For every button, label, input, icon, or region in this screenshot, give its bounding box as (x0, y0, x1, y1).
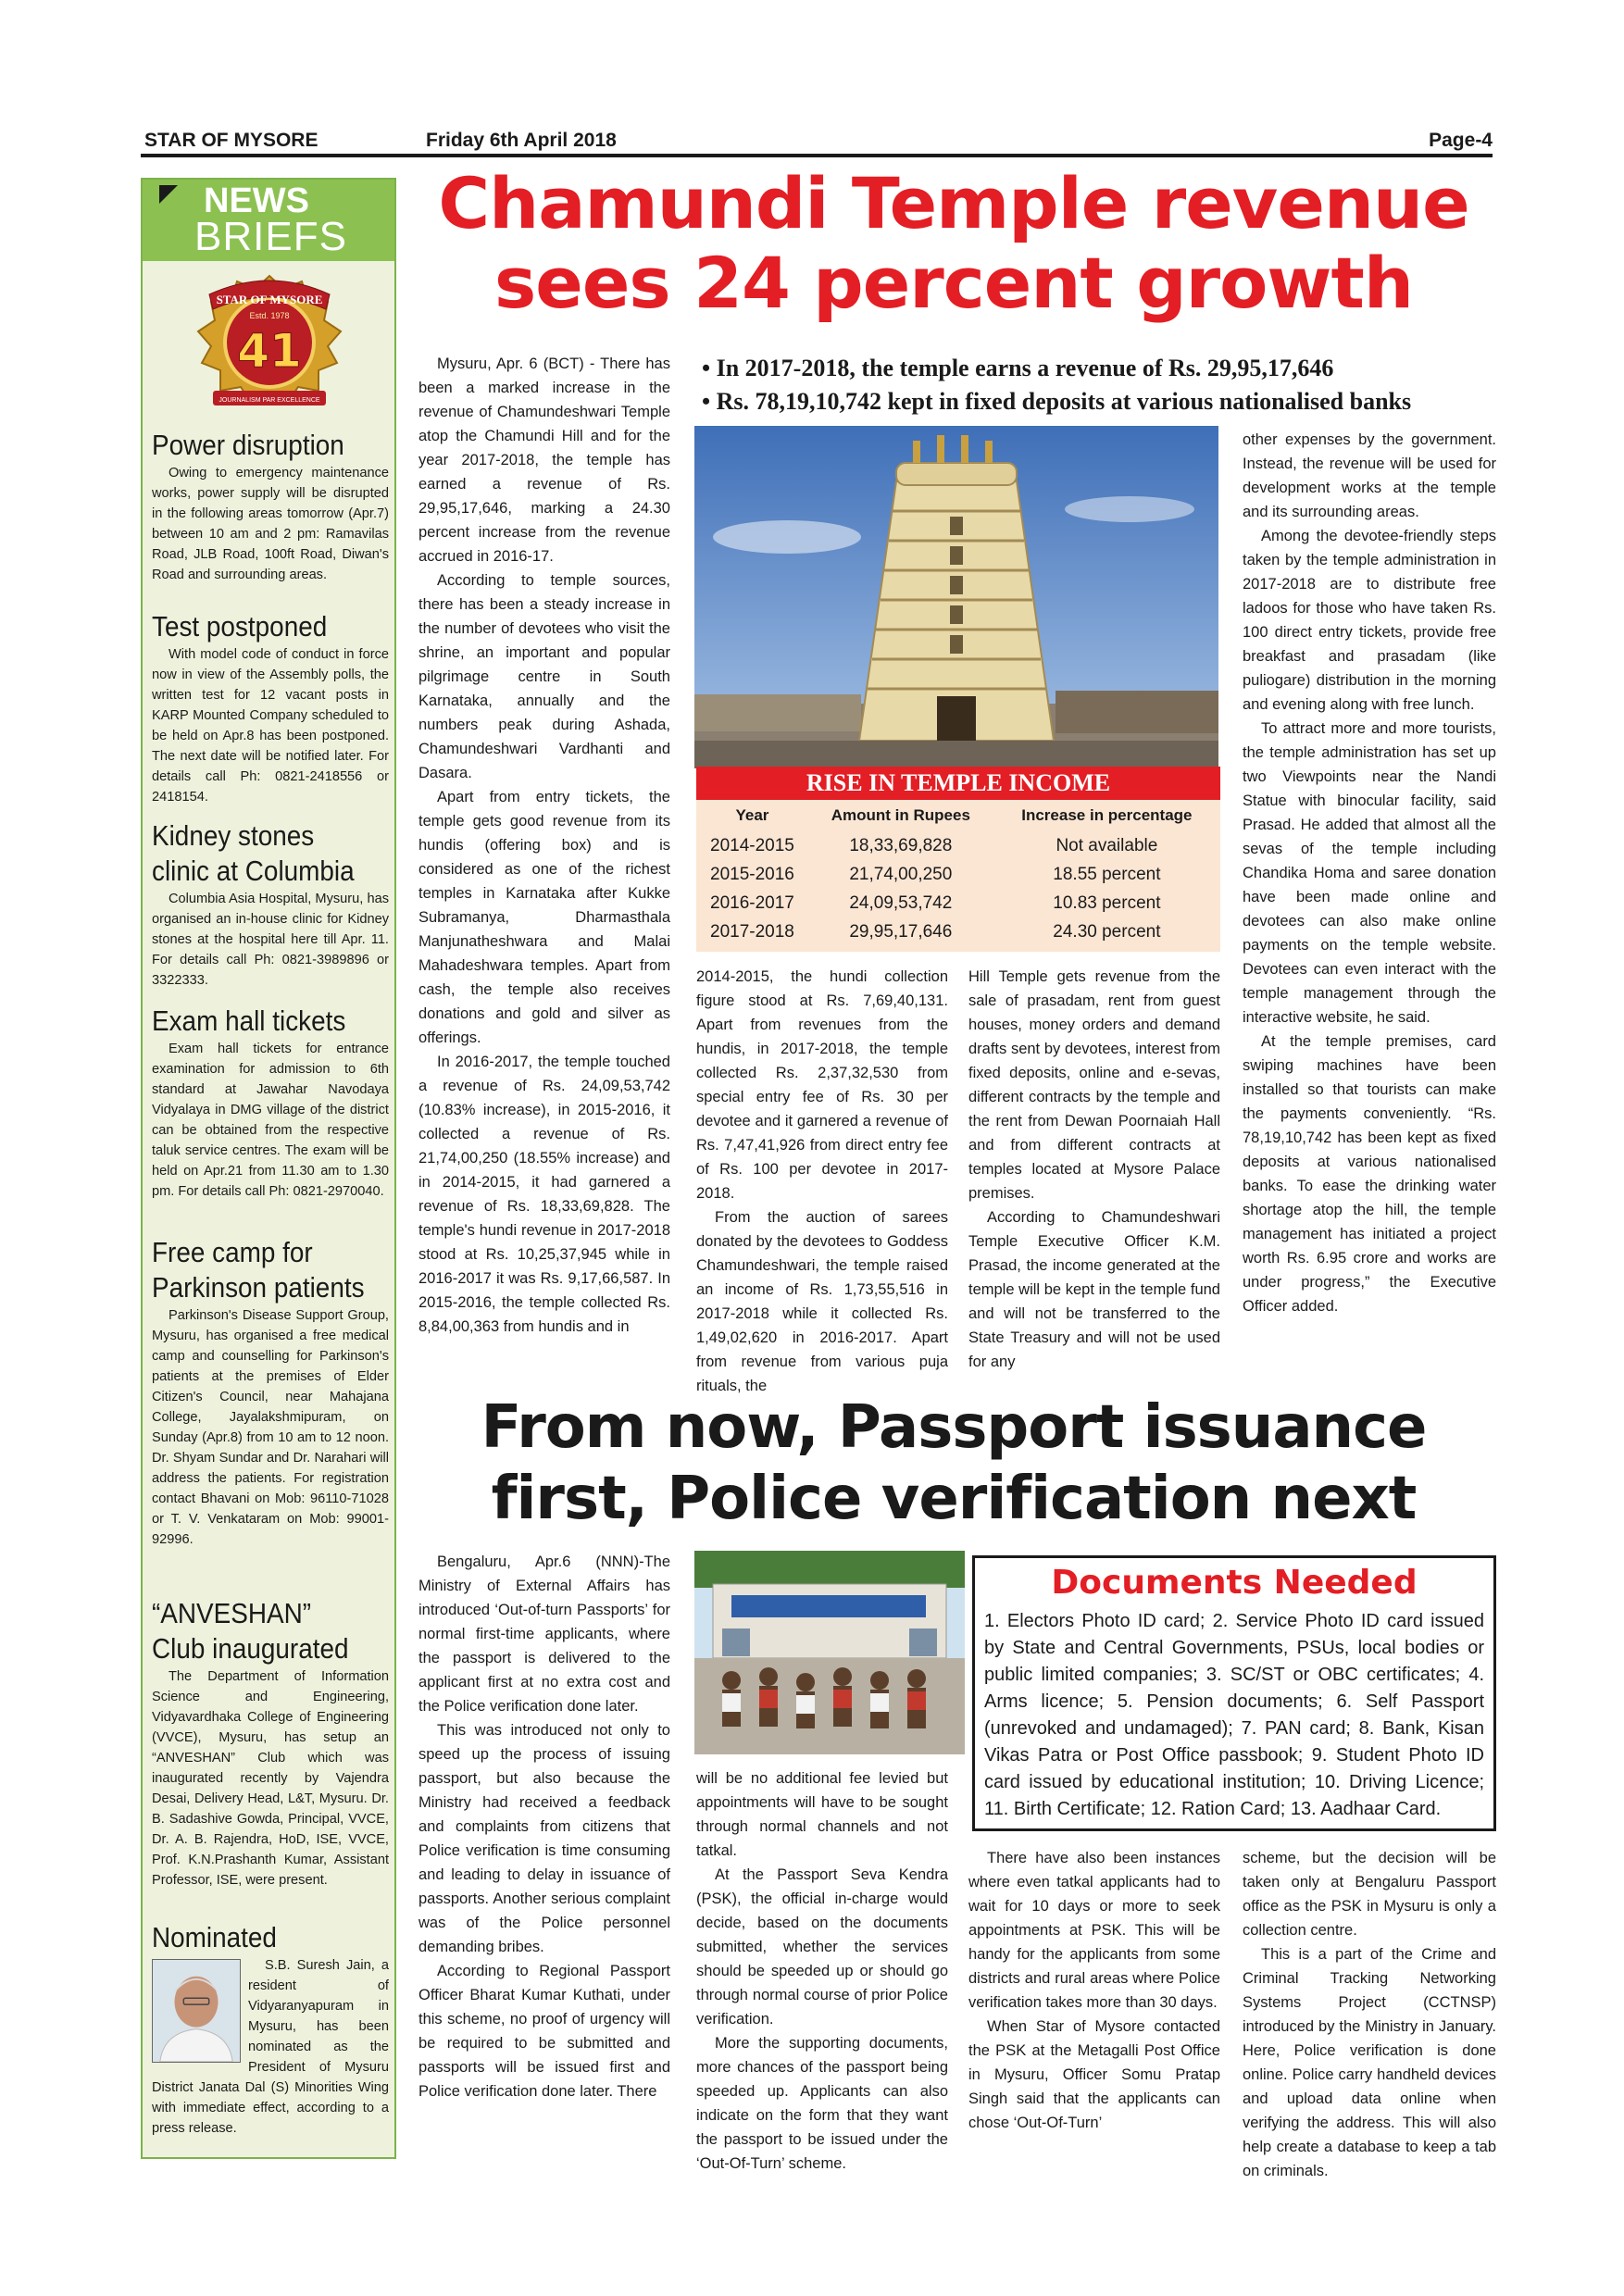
table-cell: 18,33,69,828 (849, 835, 953, 855)
story2-paragraph: According to Regional Passport Officer Bharat Kumar Kuthati, under this scheme, no proof of urgency will be required to be submitted and passports will be issued first and Police verification done later. There (418, 1963, 670, 2100)
anniversary-emblem-icon (181, 272, 357, 420)
story1-paragraph: Among the devotee-friendly steps taken by the temple administration in 2017-2018 are to distribute free ladoos for those who have taken Rs. 100 direct entry tickets, provide free breakfast and prasadam (like puliogare) distribution in the morning and evening along with free lunch. (1243, 528, 1496, 713)
passport-office-photo (694, 1551, 965, 1754)
story1-paragraph: Hill Temple gets revenue from the sale of prasadam, rent from guest houses, money orders and demand drafts sent by devotees, interest from fixed deposits, online and e-sevas, different contracts by the temple and the rent from Dewan Poornaiah Hall and from different contracts at temples located at Mysore Palace premises. (968, 968, 1220, 1202)
story2-paragraph: This is a part of the Crime and Criminal Tracking Networking Systems Project (CCTNSP) introduced by the Ministry in January. Here, Police verification is done online. Police carry handheld devices and upload data online when verifying the address. This will also help create a database to keep a tab on criminals. (1243, 1946, 1496, 2179)
highlight-item: • In 2017-2018, the temple earns a revenue of Rs. 29,95,17,646 (702, 355, 1334, 381)
story2-paragraph: Bengaluru, Apr.6 (NNN)-The Ministry of External Affairs has introduced ‘Out-of-turn Passports’ for normal first-time applicants, where the passport is delivered to the applicant first at no extra cost and the Police verification done later. (418, 1554, 670, 1715)
story1-paragraph: According to temple sources, there has been a steady increase in the number of devotees who visit the shrine, an important and popular pilgrimage centre in South Karnataka, annually and the numbers peak during Ashada, Chamundeshwari Vardhanti and Dasara. (418, 572, 670, 781)
brief-title-line1: Free camp for (152, 1236, 313, 1268)
brief-title-line1: “ANVESHAN” (152, 1597, 312, 1629)
story2-paragraph: At the Passport Seva Kendra (PSK), the official in-charge would decide, based on the documents submitted, whether the services should be speeded up or should go through normal course of prior Police verification. (696, 1866, 948, 2028)
brief-kidney-clinic (152, 818, 389, 991)
story1-column-4 (1243, 428, 1496, 1318)
story2-paragraph: There have also been instances where even tatkal applicants had to wait for 10 days or more to seek appointments at PSK. This will be handy for the applicants from some districts and rural areas where Police verification takes more than 30 days. (968, 1850, 1220, 2011)
brief-title: Test postponed (152, 610, 328, 643)
brief-body: The Department of Information Science and Engineering, Vidyavardhaka College of Engineering (VVCE), Mysuru, has setup an “ANVESHAN” Club which was inaugurated recently by Vajendra Desai, Delivery Head, L&T, Mysuru. Dr. B. Sadashive Gowda, Principal, VVCE, Dr. A. B. Rajendra, HoD, ISE, VVCE, Prof. K.N.Prashanth Kumar, Assistant Professor, ISE, were present. (152, 1669, 389, 1888)
story2-headline-line2: first, Police verification next (491, 1465, 1417, 1533)
story2-paragraph: When Star of Mysore contacted the PSK at the Metagalli Post Office in Mysuru, Officer Somu Pratap Singh said that the applicants can chose ‘Out-Of-Turn’ (968, 2018, 1220, 2131)
story2-headline (407, 1393, 1500, 1541)
table-cell: 2017-2018 (710, 921, 794, 942)
svg-text:Estd. 1978: Estd. 1978 (249, 311, 290, 320)
story2-paragraph: will be no additional fee levied but appointments will have to be sought through normal channels and not tatkal. (696, 1770, 948, 1859)
story2-paragraph: More the supporting documents, more chances of the passport being speeded up. Applicants can also indicate on the form that they want the passport to be issued under the ‘Out-Of-Turn’ scheme. (696, 2035, 948, 2172)
story1-column-2 (696, 965, 948, 1398)
banner-line-briefs: BRIEFS (194, 214, 347, 259)
table-row (696, 889, 1220, 917)
brief-body: Columbia Asia Hospital, Mysuru, has organised an in-house clinic for Kidney stones at the hospital here till Apr. 11. For details call Ph: 0821-3989896 or 3322333. (152, 892, 389, 988)
nominee-photo (152, 1959, 241, 2063)
brief-title: Power disruption (152, 429, 344, 461)
page-number: Page-4 (1429, 130, 1493, 151)
story1-paragraph: From the auction of sarees donated by the devotees to Goddess Chamundeshwari, the temple raised an income of Rs. 1,73,55,516 in 2017-2018 while it collected Rs. 1,49,02,620 in 2016-2017. Apart from revenue from various puja rituals, the (696, 1209, 948, 1394)
brief-title-line2: Parkinson patients (152, 1271, 365, 1304)
brief-power-disruption (152, 428, 389, 585)
table-cell: 2016-2017 (710, 892, 794, 913)
story2-paragraph: scheme, but the decision will be taken only at Bengaluru Passport office as the PSK in Mysuru is only a collection centre. (1243, 1850, 1496, 1939)
story1-highlights (702, 352, 1498, 418)
brief-parkinson-camp (152, 1235, 389, 1550)
brief-anveshan-club (152, 1596, 389, 1890)
brief-title: Exam hall tickets (152, 1004, 346, 1037)
svg-text:JOURNALISM PAR EXCELLENCE: JOURNALISM PAR EXCELLENCE (219, 397, 320, 404)
story1-headline (407, 162, 1500, 328)
table-cell: 24,09,53,742 (849, 892, 953, 913)
news-briefs-sidebar (141, 178, 396, 2159)
table-cell: 29,95,17,646 (849, 921, 953, 942)
table-row (696, 831, 1220, 860)
brief-exam-hall-tickets (152, 1004, 389, 1202)
column-header: Increase in percentage (1021, 806, 1193, 824)
story2-column-1 (418, 1550, 670, 2103)
table-cell: 18.55 percent (1053, 864, 1161, 884)
news-briefs-banner (143, 180, 394, 261)
newspaper-name: STAR OF MYSORE (144, 130, 319, 151)
table-header-row (696, 800, 1220, 831)
brief-body: Parkinson's Disease Support Group, Mysuru, has organised a free medical camp and counselling for Parkinson's patients at the premises of Elder Citizen's Council, near Mahajana College, Jayalakshmipuram, on Sunday (Apr.8) from 10 am to 12 noon. Dr. Shyam Sundar and Dr. Narahari will address the patients. For registration contact Bhavani on Mob: 96110-71028 or T. V. Venkataram on Mob: 99001-92996. (152, 1308, 389, 1547)
table-cell: 10.83 percent (1053, 892, 1161, 913)
story2-column-3 (968, 1846, 1220, 2135)
story1-paragraph: other expenses by the government. Instead, the revenue will be used for development works at the temple and its surrounding areas. (1243, 431, 1496, 520)
brief-title-line2: Club inaugurated (152, 1632, 349, 1665)
brief-title-line2: clinic at Columbia (152, 855, 355, 887)
banner-line-news: NEWS (204, 181, 309, 220)
story1-paragraph: To attract more and more tourists, the temple administration has set up two Viewpoints near the Nandi Statue with binocular facility, said Prasad. He added that almost all the sevas of the temple including Chandika Homa and saree donation have been made online and devotees can also make online payments on the temple website. Devotees can even interact with the temple management through the interactive website, he said. (1243, 720, 1496, 1026)
story1-headline-line2: sees 24 percent growth (494, 242, 1413, 324)
story1-paragraph: In 2016-2017, the temple touched a revenue of Rs. 24,09,53,742 (10.83% increase), in 2015-2016, it collected a revenue of Rs. 21,74,00,250 (18.55% increase) and in 2014-2015, it had garnered a revenue of Rs. 18,33,69,828. The temple's hundi revenue in 2017-2018 stood at Rs. 10,25,37,945 while in 2016-2017 it was Rs. 9,17,66,587. In 2015-2016, the temple collected Rs. 8,84,00,363 from hundis and in (418, 1054, 670, 1335)
story2-column-2 (696, 1766, 948, 2176)
brief-body: Owing to emergency maintenance works, power supply will be disrupted in the following areas tomorrow (Apr.7) between 10 am and 2 pm: Ramavilas Road, JLB Road, 100ft Road, Diwan's Road and surrounding areas. (152, 466, 389, 582)
story1-paragraph: At the temple premises, card swiping machines have been installed so that tourists can make the payments conveniently. “Rs. 78,19,10,742 has been kept as fixed deposits at various nationalised banks. To ease the drinking water shortage atop the hill, the temple management has initiated a project worth Rs. 6.95 crore and works are under progress,” the Executive Officer added. (1243, 1033, 1496, 1315)
story2-paragraph: This was introduced not only to speed up the process of issuing passport, but also because the Ministry had received a feedback and complaints from citizens that Police verification is time consuming and leading to delay in issuance of passports. Another serious complaint was of the Police personnel demanding bribes. (418, 1722, 670, 1955)
documents-needed-box (972, 1555, 1496, 1831)
story2-headline-line1: From now, Passport issuance (481, 1393, 1427, 1462)
brief-body: Exam hall tickets for entrance examination for admission to 6th standard at Jawahar Navodaya Vidyalaya in DMG village of the district can be obtained from the respective taluk service centres. The exam will be held on Apr.21 from 11.30 am to 1.30 pm. For details call Ph: 0821-2970040. (152, 1042, 389, 1199)
table-cell: 2014-2015 (710, 835, 794, 855)
story1-column-3 (968, 965, 1220, 1374)
brief-test-postponed (152, 609, 389, 807)
temple-income-table (696, 767, 1220, 952)
brief-nominated (152, 1920, 389, 2139)
documents-title: Documents Needed (1051, 1564, 1418, 1602)
table-row (696, 917, 1220, 946)
brief-body-text: S.B. Suresh Jain, a resident of Vidyaranyapuram in Mysuru, has been nominated as the President of Mysuru District Janata Dal (S) Minorities Wing with immediate effect, according to a press release. (152, 1958, 389, 2136)
table-cell: 21,74,00,250 (849, 864, 953, 884)
documents-list: 1. Electors Photo ID card; 2. Service Photo ID card issued by State and Central Governments, PSUs, local bodies or public limited companies; 3. SC/ST or OBC certificates; 4. Arms licence; 5. Pension documents; 6. Self Passport (unrevoked and undamaged); 7. PAN card; 8. Bank, Kisan Vikas Patra or Post Office passbook; 9. Student Photo ID card issued by educational institution; 10. Driving Licence; 11. Birth Certificate; 12. Ration Card; 13. Aadhaar Card. (984, 1611, 1484, 1819)
brief-body (152, 1955, 389, 2139)
story1-paragraph: 2014-2015, the hundi collection figure stood at Rs. 7,69,40,131. Apart from revenues from the hundis, in 2017-2018, the temple collected Rs. 2,37,32,530 from special entry fee of Rs. 30 per devotee and it garnered a revenue of Rs. 7,47,41,926 from direct entry fee of Rs. 100 per devotee in 2017-2018. (696, 968, 948, 1202)
story1-paragraph: Apart from entry tickets, the temple gets good revenue from its hundis (offering box) and is considered as one of the richest temples in Karnataka after Kukke Subramanya, Dharmasthala Manjunatheshwara and Malai Mahadeshwara temples. Apart from cash, the temple also receives donations and gold and silver as offerings. (418, 789, 670, 1046)
svg-text:41: 41 (237, 324, 302, 378)
brief-title-line1: Kidney stones (152, 819, 315, 852)
story1-column-1 (418, 352, 670, 1339)
flag-icon (159, 185, 178, 204)
svg-text:STAR OF MYSORE: STAR OF MYSORE (216, 293, 323, 306)
column-header: Amount in Rupees (831, 806, 970, 824)
income-data-table (696, 800, 1220, 946)
page-header (141, 128, 1493, 156)
table-cell: 24.30 percent (1053, 921, 1161, 942)
issue-date: Friday 6th April 2018 (426, 130, 617, 151)
story1-paragraph: Mysuru, Apr. 6 (BCT) - There has been a marked increase in the revenue of Chamundeshwari Temple atop the Chamundi Hill and for the year 2017-2018, the temple has earned a revenue of Rs. 29,95,17,646, marking a 24.30 percent increase from the revenue accrued in 2016-17. (418, 356, 670, 565)
table-row (696, 860, 1220, 889)
highlight-item: • Rs. 78,19,10,742 kept in fixed deposits at various nationalised banks (702, 388, 1412, 415)
table-title: RISE IN TEMPLE INCOME (696, 767, 1220, 800)
column-header: Year (735, 806, 769, 824)
brief-body: With model code of conduct in force now in view of the Assembly polls, the written test for 12 vacant posts in KARP Mounted Company scheduled to be held on Apr.8 has been postponed. The next date will be notified later. For details call Ph: 0821-2418556 or 2418154. (152, 647, 389, 805)
story2-column-4 (1243, 1846, 1496, 2183)
header-rule (141, 154, 1493, 157)
table-cell: 2015-2016 (710, 864, 794, 884)
temple-gopura-photo (694, 426, 1218, 768)
story1-paragraph: According to Chamundeshwari Temple Executive Officer K.M. Prasad, the income generated at the temple will be kept in the temple fund and will not be transferred to the State Treasury and will not be used for any (968, 1209, 1220, 1370)
brief-title: Nominated (152, 1921, 277, 1953)
story1-headline-line1: Chamundi Temple revenue (438, 162, 1469, 244)
table-cell: Not available (1056, 835, 1158, 855)
